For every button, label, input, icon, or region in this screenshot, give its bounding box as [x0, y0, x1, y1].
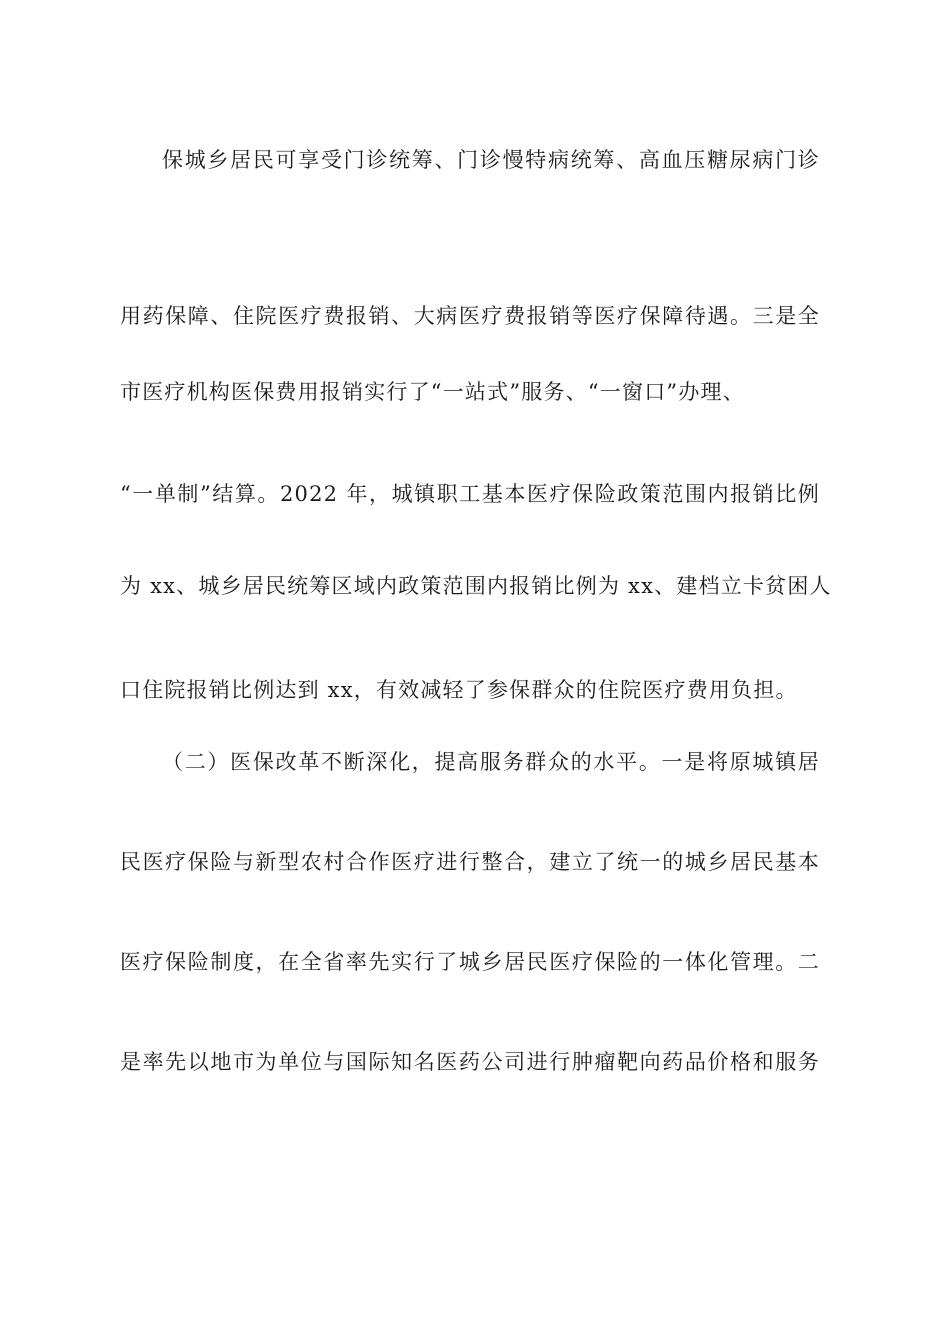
text-line-5: 为 xx、城乡居民统筹区域内政策范围内报销比例为 xx、建档立卡贫困人 — [120, 574, 832, 598]
text-line-7: （二）医保改革不断深化，提高服务群众的水平。一是将原城镇居 — [162, 750, 820, 774]
text-line-10: 是率先以地市为单位与国际知名医药公司进行肿瘤靶向药品价格和服务 — [120, 1050, 820, 1074]
text-line-3: 市医疗机构医保费用报销实行了“一站式”服务、“一窗口”办理、 — [120, 380, 745, 404]
text-line-8: 民医疗保险与新型农村合作医疗进行整合，建立了统一的城乡居民基本 — [120, 850, 820, 874]
text-line-4: “一单制”结算。2022 年，城镇职工基本医疗保险政策范围内报销比例 — [120, 482, 820, 506]
text-line-9: 医疗保险制度，在全省率先实行了城乡居民医疗保险的一体化管理。二 — [120, 950, 820, 974]
text-line-6: 口住院报销比例达到 xx，有效减轻了参保群众的住院医疗费用负担。 — [120, 678, 798, 702]
text-line-1: 保城乡居民可享受门诊统筹、门诊慢特病统筹、高血压糖尿病门诊 — [162, 148, 820, 172]
text-line-2: 用药保障、住院医疗费报销、大病医疗费报销等医疗保障待遇。三是全 — [120, 304, 820, 328]
